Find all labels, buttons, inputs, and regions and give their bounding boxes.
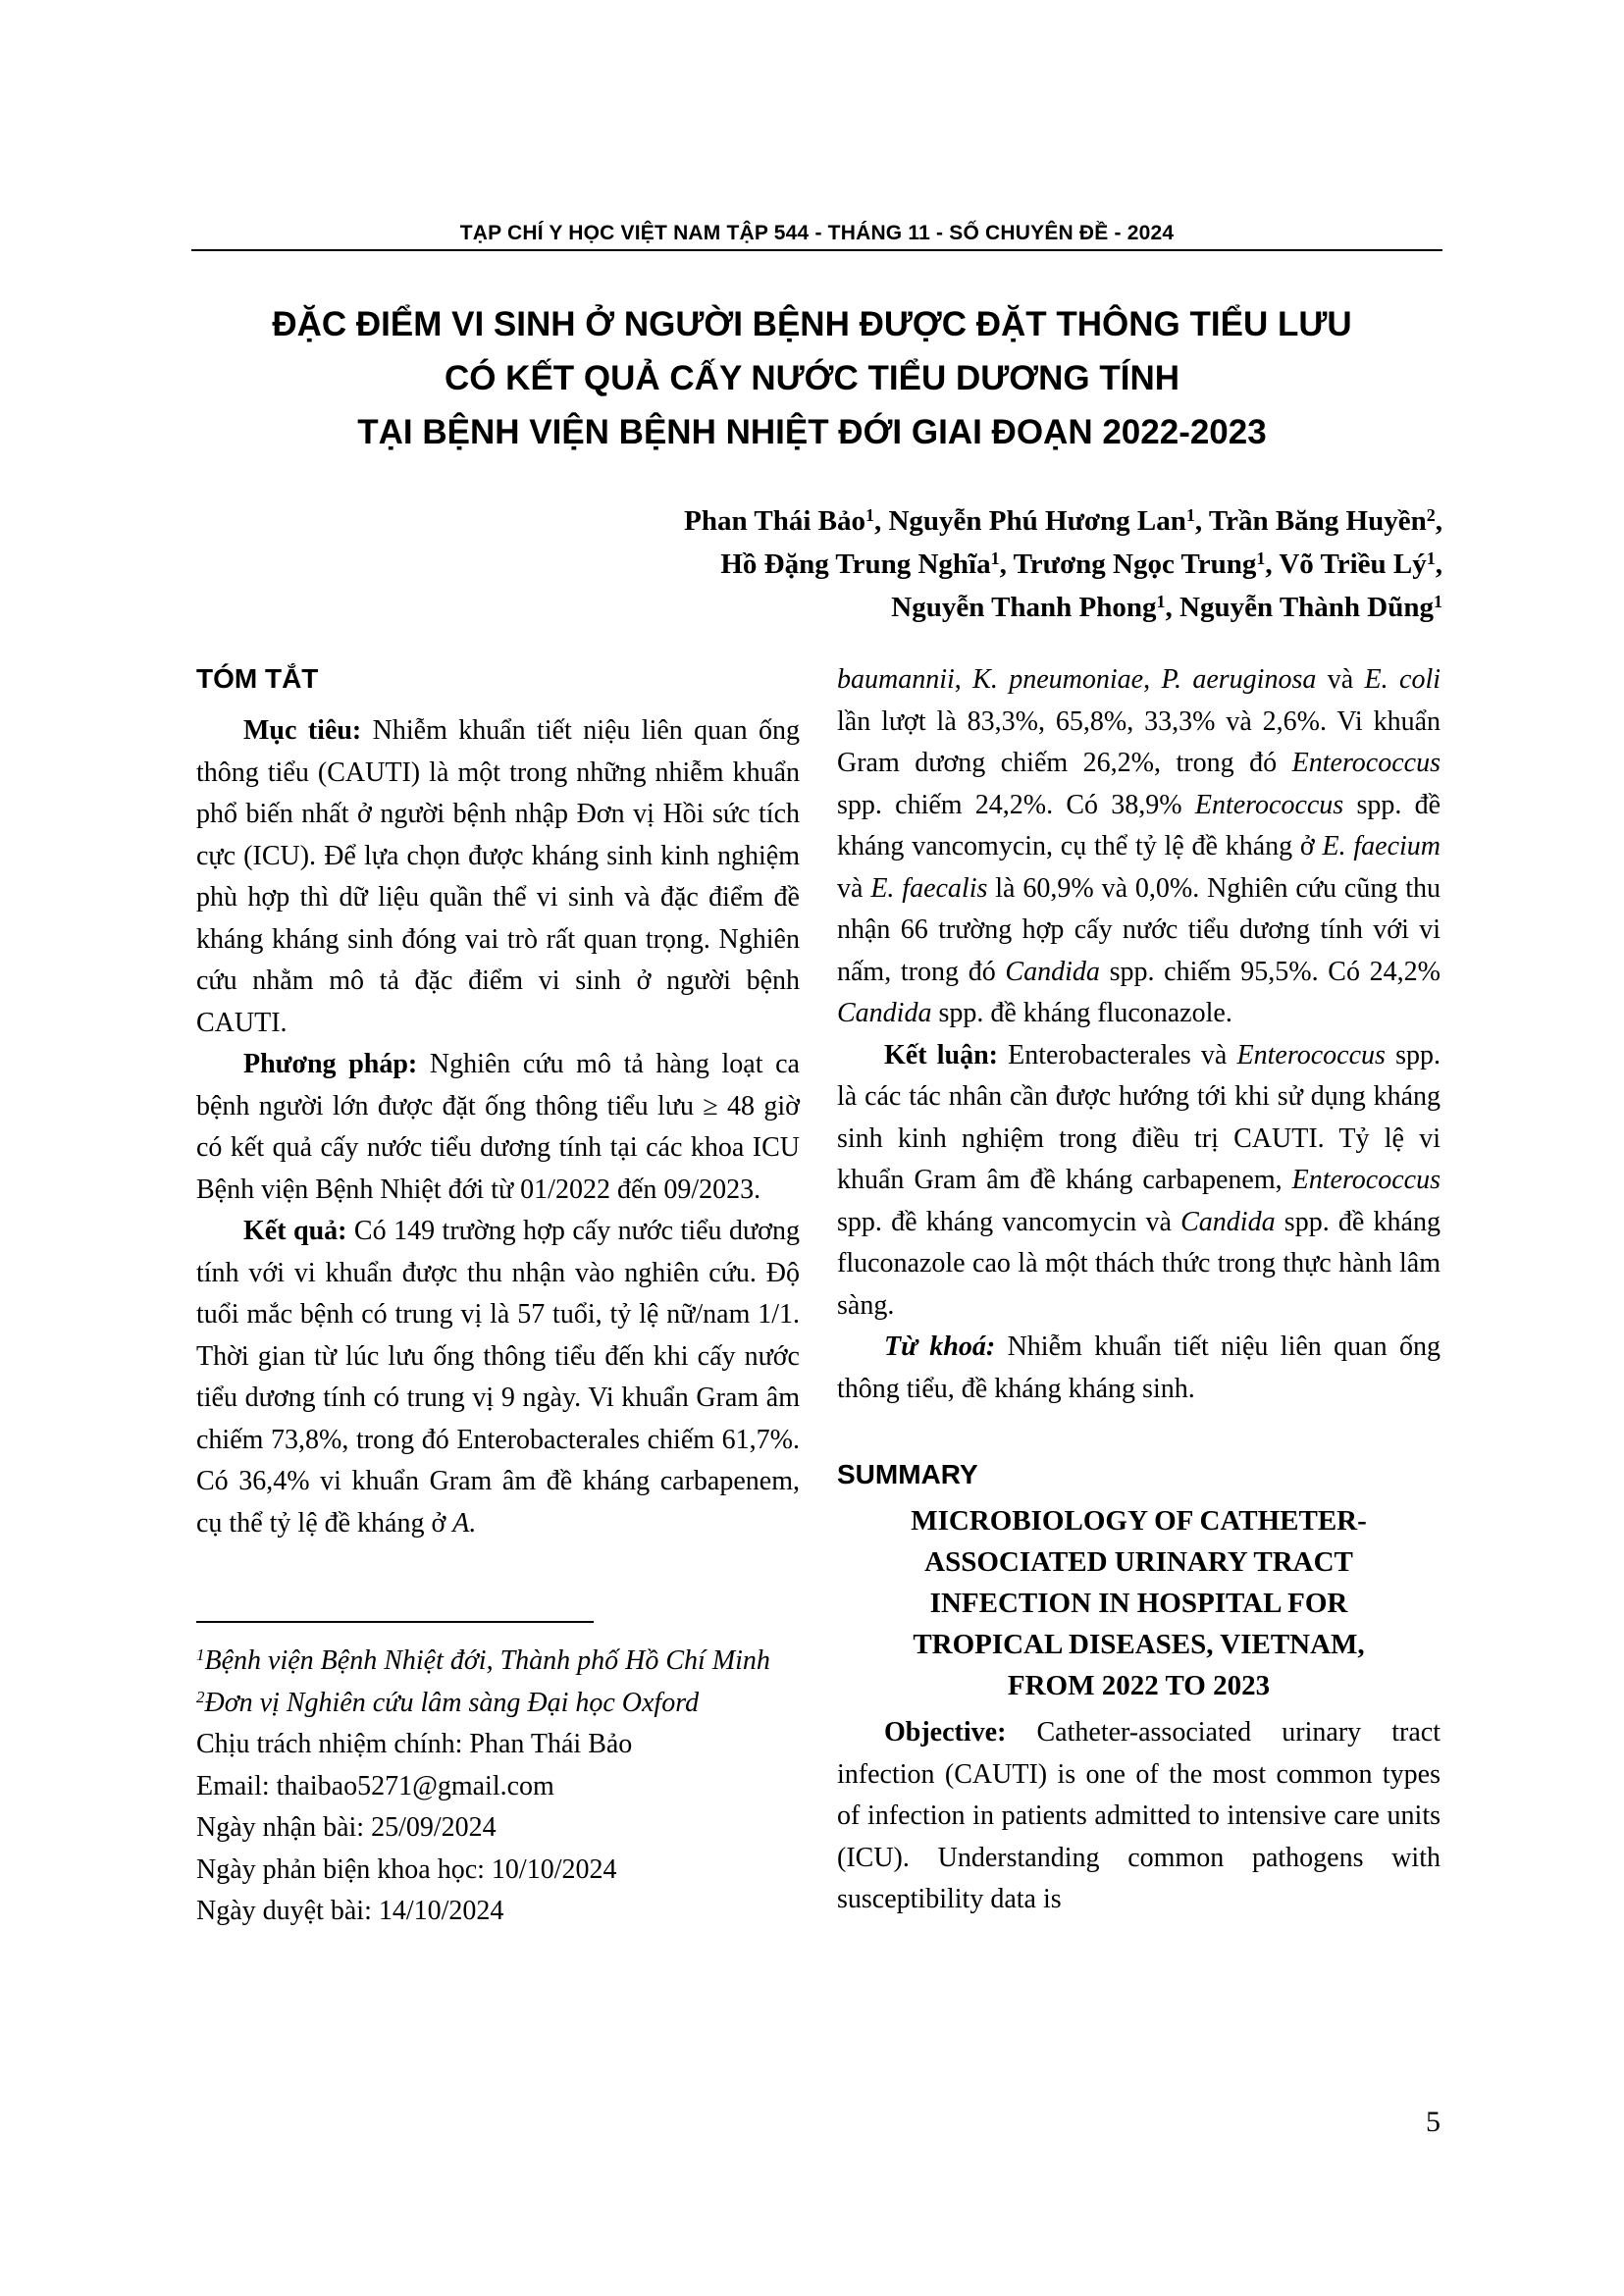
page-number: 5 [1426, 2106, 1441, 2138]
title-line: ĐẶC ĐIỂM VI SINH Ở NGƯỜI BỆNH ĐƯỢC ĐẶT THÔNG TIỂU LƯU [272, 305, 1352, 343]
results-text: spp. đề kháng fluconazole. [931, 998, 1232, 1028]
affiliation-number: 2 [196, 1687, 205, 1706]
corresponding-author: Chịu trách nhiệm chính: Phan Thái Bảo [196, 1729, 633, 1759]
english-title-line: FROM 2022 TO 2023 [1007, 1670, 1271, 1701]
affiliation-2: $^2$Đơn vị Nghiên cứu lâm sàng Đại học Oxford [196, 1687, 700, 1718]
species-name: baumannii [837, 664, 955, 695]
results-text: , [1143, 664, 1162, 695]
affiliation-mark: 1 [990, 548, 1000, 568]
english-title-line: INFECTION IN HOSPITAL FOR [929, 1588, 1348, 1619]
conclusion-text: spp. đề kháng fluconazole cao là một thách thức trong thực hành lâm sàng. [837, 1206, 1441, 1321]
date-reviewed: Ngày phản biện khoa học: 10/10/2024 [196, 1853, 617, 1885]
results-text: Có 149 trường hợp cấy nước tiểu dương tính với vi khuẩn được thu nhận vào nghiên cứu. Độ tuổi mắc bệnh có trung vị là 57 tuổi, tỷ lệ nữ/nam 1/1. Thời gian từ lúc lưu ống thông tiểu đến khi cấy nước tiểu dương tính có trung vị 9 ngày. Vi khuẩn Gram âm chiếm 73,8%, trong đó Enterobacterales chiếm 61,7%. Có 36,4% vi khuẩn Gram âm đề kháng carbapenem, cụ thể tỷ lệ đề kháng ở [196, 1216, 800, 1539]
results-text: và [837, 872, 871, 904]
results-text: spp. đề kháng vancomycin, cụ thể tỷ lệ đề kháng ở [837, 789, 1441, 861]
species-name: E. coli [1364, 664, 1441, 695]
english-title-line: MICROBIOLOGY OF CATHETER- [911, 1505, 1367, 1537]
species-name: Candida [1005, 956, 1100, 987]
title-line: CÓ KẾT QUẢ CẤY NƯỚC TIỂU DƯƠNG TÍNH [444, 359, 1180, 397]
header-rule [191, 249, 1442, 251]
author-separator: , [1194, 505, 1209, 537]
footnote-rule [196, 1621, 594, 1623]
author-separator: , [873, 505, 889, 537]
species-name: Candida [837, 998, 932, 1028]
objective-text: Nhiễm khuẩn tiết niệu liên quan ống thông tiểu (CAUTI) là một trong những nhiễm khuẩn phổ biến nhất ở người bệnh nhập Đơn vị Hồi sức tích cực (ICU). Để lựa chọn được kháng sinh kinh nghiệm phù hợp thì dữ liệu quần thể vi sinh và đặc điểm đề kháng kháng sinh đóng vai trò rất quan trọng. Nghiên cứu nhằm mô tả đặc điểm vi sinh ở người bệnh CAUTI. [196, 715, 800, 1038]
results-label: Kết quả: [243, 1216, 347, 1246]
author-name: Võ Triều Lý [1279, 548, 1427, 580]
author-line [684, 586, 1442, 629]
methods-label: Phương pháp: [243, 1049, 418, 1079]
affiliation-number: 1 [196, 1645, 205, 1664]
affiliation-mark: 2 [1426, 505, 1436, 525]
author-name: Phan Thái Bảo [684, 505, 865, 537]
objective-label: Mục tiêu: [243, 715, 362, 746]
objective-paragraph [196, 710, 800, 1044]
affiliation-mark: 1 [1426, 548, 1436, 568]
results-text: spp. chiếm 24,2%. Có 38,9% [837, 789, 1195, 820]
author-separator: , [1435, 548, 1442, 580]
affiliation-mark: 1 [1156, 592, 1166, 611]
english-objective-text: Catheter-associated urinary tract infection (CAUTI) is one of the most common types of infection in patients admitted to intensive care units (ICU). Understanding common pathogens with susceptibility data is [837, 1717, 1441, 1914]
author-line [684, 499, 1442, 543]
species-name: K. pneumoniae [972, 664, 1144, 695]
footnotes [196, 1641, 800, 1933]
english-title-line: ASSOCIATED URINARY TRACT [924, 1546, 1353, 1578]
conclusion-text: Enterobacterales và [997, 1039, 1237, 1070]
species-name: Enterococcus [1236, 1039, 1386, 1070]
affiliation-1: $^1$Bệnh viện Bệnh Nhiệt đới, Thành phố Hồ Chí Minh [196, 1645, 770, 1676]
author-name: Nguyễn Phú Hương Lan [888, 505, 1186, 537]
author-name: Nguyễn Thanh Phong [891, 592, 1157, 623]
affiliation-mark: 1 [864, 505, 874, 525]
article-title [147, 297, 1477, 459]
author-separator: , [1435, 505, 1442, 537]
conclusion-text: spp. đề kháng vancomycin và [837, 1206, 1181, 1237]
english-objective-label: Objective: [884, 1717, 1007, 1748]
affiliation-mark: 1 [1434, 592, 1442, 611]
species-name: E. faecium [1322, 831, 1441, 861]
author-line [684, 543, 1442, 586]
affiliation-mark: 1 [1185, 505, 1195, 525]
species-name: E. faecalis [870, 872, 988, 904]
species-name: Enterococcus [1194, 789, 1344, 820]
species-name: Enterococcus [1291, 1165, 1441, 1195]
english-title [837, 1500, 1441, 1706]
running-head: TẠP CHÍ Y HỌC VIỆT NAM TẬP 544 - THÁNG 11 - SỐ CHUYÊN ĐỀ - 2024 [459, 222, 1175, 244]
english-objective-paragraph [837, 1712, 1441, 1921]
email: Email: thaibao5271@gmail.com [196, 1770, 554, 1801]
conclusion-label: Kết luận: [884, 1039, 998, 1070]
english-title-line: TROPICAL DISEASES, VIETNAM, [913, 1629, 1365, 1660]
results-text: và [1316, 664, 1365, 695]
species-name: A. [452, 1507, 477, 1539]
keywords-text: Nhiễm khuẩn tiết niệu liên quan ống thông tiểu, đề kháng kháng sinh. [837, 1331, 1441, 1404]
summary-heading: SUMMARY [837, 1459, 978, 1489]
title-line: TẠI BỆNH VIỆN BỆNH NHIỆT ĐỚI GIAI ĐOẠN 2022-2023 [357, 413, 1267, 451]
keywords-paragraph [837, 1327, 1441, 1410]
results-text: spp. chiếm 95,5%. Có 24,2% [1099, 956, 1441, 987]
left-column [196, 659, 800, 1544]
conclusion-paragraph [837, 1035, 1441, 1328]
methods-paragraph [196, 1044, 800, 1211]
date-accepted: Ngày duyệt bài: 14/10/2024 [196, 1896, 504, 1926]
author-name: Hồ Đặng Trung Nghĩa [720, 548, 991, 580]
affiliation-mark: 1 [1256, 548, 1266, 568]
methods-text: Nghiên cứu mô tả hàng loạt ca bệnh người lớn được đặt ống thông tiểu lưu ≥ 48 giờ có kết quả cấy nước tiểu dương tính tại các khoa ICU Bệnh viện Bệnh Nhiệt đới từ 01/2022 đến 09/2023. [196, 1049, 800, 1205]
author-list [684, 499, 1442, 629]
results-text: , [954, 664, 973, 695]
author-separator: , [999, 548, 1014, 580]
results-text: là 60,9% và 0,0%. Nghiên cứu cũng thu nhận 66 trường hợp cấy nước tiểu dương tính với vi nấm, trong đó [837, 872, 1441, 987]
date-received: Ngày nhận bài: 25/09/2024 [196, 1812, 497, 1843]
right-column [837, 659, 1441, 1921]
conclusion-text: spp. là các tác nhân cần được hướng tới khi sử dụng kháng sinh kinh nghiệm trong điều trị CAUTI. Tỷ lệ vi khuẩn Gram âm đề kháng carbapenem, [837, 1039, 1441, 1195]
author-name: Trương Ngọc Trung [1013, 548, 1257, 580]
results-paragraph-part1 [196, 1211, 800, 1544]
species-name: Candida [1180, 1206, 1276, 1237]
species-name: Enterococcus [1291, 748, 1441, 778]
abstract-heading: TÓM TẮT [196, 663, 319, 694]
results-text: lần lượt là 83,3%, 65,8%, 33,3% và 2,6%. Vi khuẩn Gram dương chiếm 26,2%, trong đó [837, 705, 1441, 778]
author-separator: , [1165, 592, 1180, 623]
author-separator: , [1265, 548, 1280, 580]
keywords-label: Từ khoá: [884, 1331, 996, 1362]
species-name: P. aeruginosa [1161, 664, 1317, 695]
author-name: Nguyễn Thành Dũng [1179, 592, 1434, 623]
author-name: Trần Băng Huyền [1208, 505, 1427, 537]
results-paragraph-part2 [837, 659, 1441, 1035]
